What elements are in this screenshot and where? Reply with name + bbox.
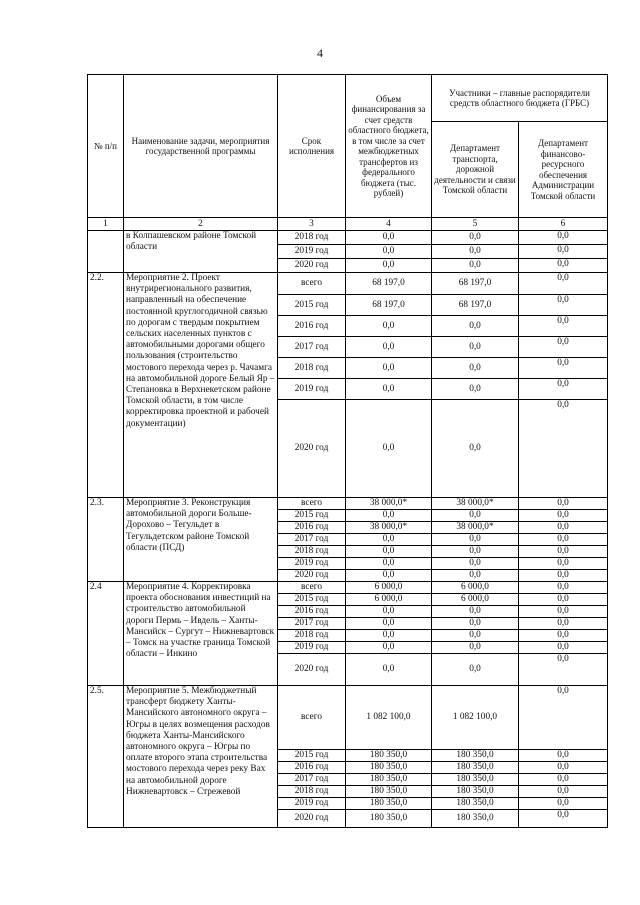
task-name: в Колпашевском районе Томской области <box>124 231 278 273</box>
transport-cell: 0,0 <box>432 618 519 630</box>
volume-cell: 6 000,0 <box>346 594 432 606</box>
task-name: Мероприятие 4. Корректировка проекта обоснования инвестиций на строительство автомобильной дороги Пермь – Ивдель – Ханты-Мансийск – Сургут – Нижневартовск – Томск на участке граница Томской области – Инкино <box>124 582 278 686</box>
task-name: Мероприятие 2. Проект внутрирегионального развития, направленный на обеспечение постоянной круглогодичной связью по дорогам с твердым покрытием сельских населенных пунктов с автомобильными дорогами общего пользования (строительство мостового перехода через р. Чачамга на автомобильной дороге Белый Яр – Степановка в Верхнекетском районе Томской области, в том числе корректировка проектной и рабочей документации) <box>124 273 278 498</box>
transport-cell: 0,0 <box>432 630 519 642</box>
term-cell: 2020 год <box>278 654 346 686</box>
finance-cell: 0,0 <box>519 231 608 245</box>
volume-cell: 180 350,0 <box>346 762 432 774</box>
term-cell: всего <box>278 686 346 750</box>
volume-cell: 0,0 <box>346 630 432 642</box>
transport-cell: 180 350,0 <box>432 798 519 810</box>
finance-cell: 0,0 <box>519 522 608 534</box>
transport-cell: 0,0 <box>432 379 519 400</box>
task-name: Мероприятие 5. Межбюджетный трансферт бюджету Ханты-Мансийского автономного округа – Югры в целях возмещения расходов бюджета Ханты-Мансийского автономного округа – Югры по оплате второго этапа строительства мостового перехода через реку Вах на автомобильной дороге Нижневартовск – Стрежевой <box>124 686 278 828</box>
transport-cell: 6 000,0 <box>432 594 519 606</box>
term-cell: 2016 год <box>278 316 346 337</box>
volume-cell: 0,0 <box>346 618 432 630</box>
transport-cell: 38 000,0* <box>432 498 519 510</box>
transport-cell: 0,0 <box>432 245 519 259</box>
finance-cell: 0,0 <box>519 642 608 654</box>
transport-cell: 180 350,0 <box>432 750 519 762</box>
column-number: 2 <box>124 218 278 231</box>
finance-cell: 0,0 <box>519 316 608 337</box>
column-number: 3 <box>278 218 346 231</box>
finance-cell: 0,0 <box>519 810 608 828</box>
volume-cell: 0,0 <box>346 534 432 546</box>
finance-cell: 0,0 <box>519 510 608 522</box>
transport-cell: 38 000,0* <box>432 522 519 534</box>
volume-cell: 68 197,0 <box>346 273 432 295</box>
transport-cell: 6 000,0 <box>432 582 519 594</box>
transport-cell: 0,0 <box>432 606 519 618</box>
finance-cell: 0,0 <box>519 686 608 750</box>
table-row <box>88 231 608 245</box>
term-cell: всего <box>278 498 346 510</box>
volume-cell: 0,0 <box>346 510 432 522</box>
row-index <box>88 231 124 273</box>
volume-cell: 0,0 <box>346 358 432 379</box>
term-cell: 2019 год <box>278 798 346 810</box>
term-cell: 2016 год <box>278 522 346 534</box>
header-volume: Объем финансирования за счет средств областного бюджета, в том числе за счет межбюджетных трансфертов из федерального бюджета (тыс. рублей) <box>346 75 432 218</box>
column-number: 1 <box>88 218 124 231</box>
transport-cell: 68 197,0 <box>432 295 519 316</box>
volume-cell: 0,0 <box>346 546 432 558</box>
term-cell: 2017 год <box>278 534 346 546</box>
volume-cell: 0,0 <box>346 337 432 358</box>
volume-cell: 1 082 100,0 <box>346 686 432 750</box>
header-num: № п/п <box>88 75 124 218</box>
volume-cell: 180 350,0 <box>346 798 432 810</box>
term-cell: всего <box>278 273 346 295</box>
task-name: Мероприятие 3. Реконструкция автомобильной дороги Больше-Дорохово – Тегульдет в Тегульдетском районе Томской области (ПСД) <box>124 498 278 582</box>
volume-cell: 180 350,0 <box>346 774 432 786</box>
term-cell: 2017 год <box>278 774 346 786</box>
term-cell: 2015 год <box>278 510 346 522</box>
finance-cell: 0,0 <box>519 245 608 259</box>
transport-cell: 180 350,0 <box>432 762 519 774</box>
term-cell: 2017 год <box>278 618 346 630</box>
finance-cell: 0,0 <box>519 558 608 570</box>
transport-cell: 180 350,0 <box>432 810 519 828</box>
term-cell: 2016 год <box>278 762 346 774</box>
finance-cell: 0,0 <box>519 358 608 379</box>
table-row <box>88 582 608 594</box>
finance-cell: 0,0 <box>519 750 608 762</box>
finance-cell: 0,0 <box>519 546 608 558</box>
column-number: 5 <box>432 218 519 231</box>
finance-cell: 0,0 <box>519 606 608 618</box>
finance-cell: 0,0 <box>519 762 608 774</box>
volume-cell: 38 000,0* <box>346 498 432 510</box>
term-cell: 2019 год <box>278 379 346 400</box>
volume-cell: 0,0 <box>346 570 432 582</box>
transport-cell: 0,0 <box>432 546 519 558</box>
term-cell: 2015 год <box>278 594 346 606</box>
transport-cell: 0,0 <box>432 231 519 245</box>
column-number-row <box>88 218 608 231</box>
volume-cell: 0,0 <box>346 400 432 498</box>
volume-cell: 0,0 <box>346 558 432 570</box>
finance-cell: 0,0 <box>519 400 608 498</box>
finance-cell: 0,0 <box>519 570 608 582</box>
volume-cell: 0,0 <box>346 379 432 400</box>
volume-cell: 0,0 <box>346 642 432 654</box>
header-dept-transport: Департамент транспорта, дорожной деятельности и связи Томской области <box>432 122 519 218</box>
table-row <box>88 498 608 510</box>
column-number: 4 <box>346 218 432 231</box>
term-cell: 2017 год <box>278 337 346 358</box>
finance-cell: 0,0 <box>519 630 608 642</box>
transport-cell: 0,0 <box>432 400 519 498</box>
row-index: 2.2. <box>88 273 124 498</box>
row-index: 2.3. <box>88 498 124 582</box>
term-cell: 2016 год <box>278 606 346 618</box>
term-cell: 2020 год <box>278 570 346 582</box>
finance-cell: 0,0 <box>519 618 608 630</box>
page-number: 4 <box>317 46 323 60</box>
transport-cell: 0,0 <box>432 570 519 582</box>
header-term: Срок исполнения <box>278 75 346 218</box>
header-name: Наименование задачи, мероприятия государственной программы <box>124 75 278 218</box>
volume-cell: 0,0 <box>346 606 432 618</box>
transport-cell: 0,0 <box>432 510 519 522</box>
term-cell: 2015 год <box>278 750 346 762</box>
finance-cell: 0,0 <box>519 582 608 594</box>
term-cell: 2018 год <box>278 630 346 642</box>
finance-cell: 0,0 <box>519 798 608 810</box>
transport-cell: 0,0 <box>432 337 519 358</box>
finance-cell: 0,0 <box>519 786 608 798</box>
term-cell: 2020 год <box>278 259 346 273</box>
term-cell: 2015 год <box>278 295 346 316</box>
volume-cell: 180 350,0 <box>346 810 432 828</box>
column-number: 6 <box>519 218 608 231</box>
transport-cell: 180 350,0 <box>432 774 519 786</box>
transport-cell: 0,0 <box>432 654 519 686</box>
transport-cell: 0,0 <box>432 358 519 379</box>
term-cell: 2020 год <box>278 810 346 828</box>
finance-cell: 0,0 <box>519 654 608 686</box>
finance-cell: 0,0 <box>519 498 608 510</box>
header-participants: Участники – главные распорядители средств областного бюджета (ГРБС) <box>432 75 608 122</box>
finance-cell: 0,0 <box>519 295 608 316</box>
program-table <box>87 74 608 828</box>
term-cell: всего <box>278 582 346 594</box>
finance-cell: 0,0 <box>519 379 608 400</box>
transport-cell: 0,0 <box>432 316 519 337</box>
volume-cell: 0,0 <box>346 654 432 686</box>
term-cell: 2018 год <box>278 786 346 798</box>
term-cell: 2019 год <box>278 558 346 570</box>
finance-cell: 0,0 <box>519 594 608 606</box>
transport-cell: 0,0 <box>432 642 519 654</box>
table-row <box>88 273 608 295</box>
volume-cell: 180 350,0 <box>346 786 432 798</box>
volume-cell: 0,0 <box>346 259 432 273</box>
finance-cell: 0,0 <box>519 774 608 786</box>
volume-cell: 0,0 <box>346 231 432 245</box>
transport-cell: 0,0 <box>432 259 519 273</box>
term-cell: 2018 год <box>278 358 346 379</box>
header-dept-finance: Департамент финансово-ресурсного обеспечения Администрации Томской области <box>519 122 608 218</box>
term-cell: 2018 год <box>278 546 346 558</box>
term-cell: 2018 год <box>278 231 346 245</box>
volume-cell: 6 000,0 <box>346 582 432 594</box>
transport-cell: 0,0 <box>432 558 519 570</box>
volume-cell: 68 197,0 <box>346 295 432 316</box>
finance-cell: 0,0 <box>519 534 608 546</box>
transport-cell: 0,0 <box>432 534 519 546</box>
table-row <box>88 686 608 750</box>
row-index: 2.5. <box>88 686 124 828</box>
row-index: 2.4 <box>88 582 124 686</box>
volume-cell: 0,0 <box>346 245 432 259</box>
transport-cell: 1 082 100,0 <box>432 686 519 750</box>
volume-cell: 0,0 <box>346 316 432 337</box>
finance-cell: 0,0 <box>519 259 608 273</box>
finance-cell: 0,0 <box>519 273 608 295</box>
term-cell: 2020 год <box>278 400 346 498</box>
finance-cell: 0,0 <box>519 337 608 358</box>
transport-cell: 68 197,0 <box>432 273 519 295</box>
term-cell: 2019 год <box>278 642 346 654</box>
volume-cell: 180 350,0 <box>346 750 432 762</box>
transport-cell: 180 350,0 <box>432 786 519 798</box>
term-cell: 2019 год <box>278 245 346 259</box>
volume-cell: 38 000,0* <box>346 522 432 534</box>
